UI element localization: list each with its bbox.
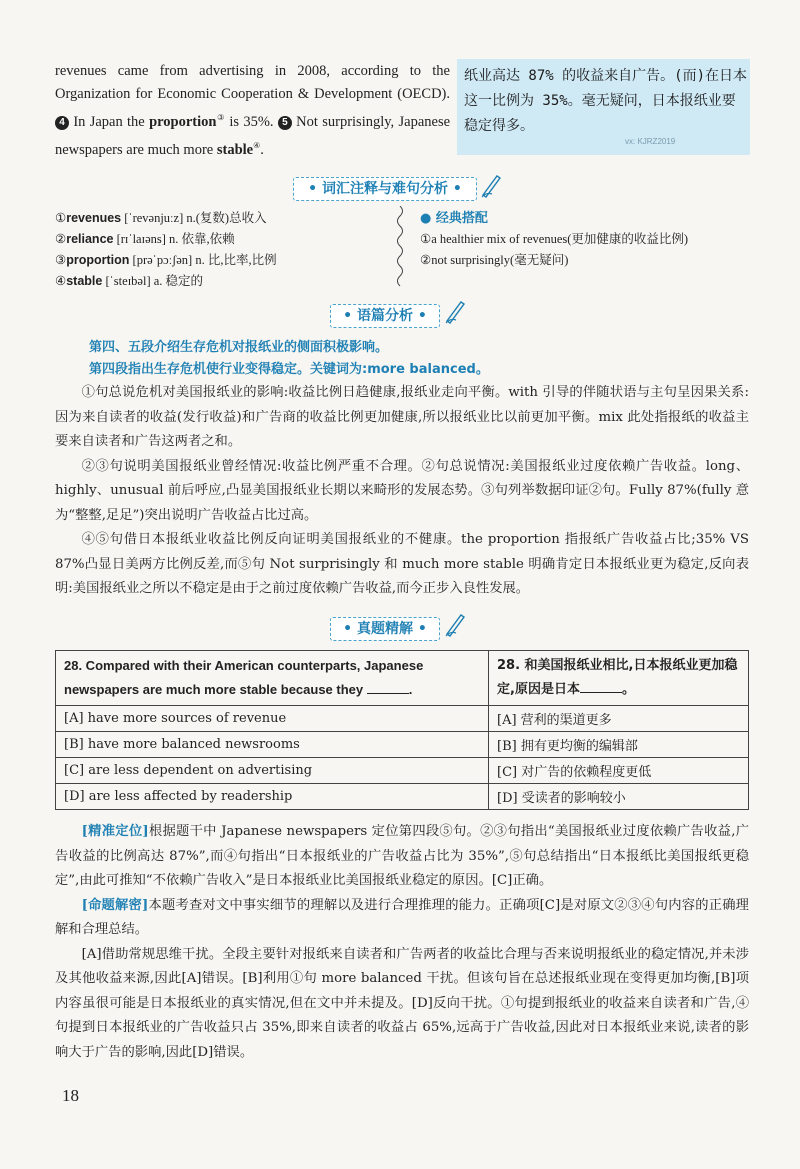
analysis-paragraph: ①句总说危机对美国报纸业的影响:收益比例日趋健康,报纸业走向平衡。with 引导的伴随状语与主句呈因果关系:因为来自读者的收益(发行收益)和广告商的收益比例更加健康,所以报纸业比以前更加平衡。mix 此处指报纸的收益主要来自读者和广告这两者之和。 xyxy=(55,385,749,449)
table-row xyxy=(56,732,749,758)
passage-sentence: revenues came from advertising in 2008, according to the Organization for Economic Cooperation & Development (OECD). xyxy=(55,63,450,102)
vocab-list xyxy=(55,208,390,292)
explanation-paragraph: [A]借助常规思维干扰。全段主要针对报纸来自读者和广告两者的收益比合理与否来说明报纸业的稳定情况,并未涉及其他收益来源,因此[A]错误。[B]利用①句 more balanced 干扰。但该句旨在总述报纸业现在变得更加均衡,[B]项内容虽很可能是日本报纸业的真实情况,但在文中并未提及。[D]反向干扰。①句提到报纸业的收益来自读者和广告,④句提到日本报纸业的广告收益只占 35%,即来自读者的收益占 65%,远高于广告收益,因此对日本报纸业来说,读者的影响大于广告的影响,因此[D]错误。 xyxy=(55,946,749,1060)
collocation-item: ①a healthier mix of revenues(更加健康的收益比例) xyxy=(420,232,689,246)
option-cn: [B] 拥有更均衡的编辑部 xyxy=(489,732,749,758)
analysis-paragraph: ②③句说明美国报纸业曾经情况:收益比例严重不合理。②句总说情况:美国报纸业过度依赖广告收益。long、highly、unusual 前后呼应,凸显美国报纸业长期以来畸形的发展态势。③句列举数据印证②句。Fully 87%(fully 意为“整整,足足”)突出说明广告收益占比过高。 xyxy=(55,458,749,523)
table-row xyxy=(56,784,749,810)
vocab-item: ③proportion [prəˈpɔːʃən] n. 比,比率,比例 xyxy=(55,253,277,267)
translation-text: 纸业高达 87% 的收益来自广告。(而)在日本这一比例为 35%。毫无疑问，日本报纸业要稳定得多。 xyxy=(464,68,747,134)
question-table xyxy=(55,650,749,810)
option-en: [C] are less dependent on advertising xyxy=(56,758,489,784)
passage-text: . xyxy=(260,141,264,158)
section-title-analysis: • 语篇分析 • xyxy=(330,304,440,328)
option-cn: [A] 营利的渠道更多 xyxy=(489,706,749,732)
analysis-heading: 第四、五段介绍生存危机对报纸业的侧面积极影响。 xyxy=(89,340,389,355)
passage-text: is 35%. xyxy=(229,113,274,130)
vocab-item: ②reliance [rɪˈlaɪəns] n. 依靠,依赖 xyxy=(55,232,235,246)
tag-question-decode: [命题解密] xyxy=(81,897,149,913)
option-cn: [D] 受读者的影响较小 xyxy=(489,784,749,810)
passage-paragraph xyxy=(55,60,450,162)
vocab-item: ①revenues [ˈrevənjuːz] n.(复数)总收入 xyxy=(55,211,267,225)
section-title-question: • 真题精解 • xyxy=(330,617,440,641)
pen-icon xyxy=(480,172,502,198)
footnote-mark: ④ xyxy=(253,140,261,150)
sentence-number-badge: 5 xyxy=(278,116,292,130)
analysis-headings xyxy=(89,337,749,381)
analysis-heading: 第四段指出生存危机使行业变得稳定。关键词为:more balanced。 xyxy=(89,362,489,377)
pen-icon xyxy=(444,611,466,637)
table-row xyxy=(56,651,749,706)
watermark: vx: KJRZ2019 xyxy=(625,137,676,146)
explanation-body xyxy=(55,820,749,1065)
passage-text: In Japan the xyxy=(73,113,145,130)
vocab-item: ④stable [ˈsteɪbəl] a. 稳定的 xyxy=(55,274,204,288)
tag-precise-location: [精准定位] xyxy=(81,824,149,839)
table-row xyxy=(56,758,749,784)
footnote-mark: ③ xyxy=(216,113,226,122)
collocation-block xyxy=(420,208,750,271)
collocation-item: ②not surprisingly(毫无疑问) xyxy=(420,253,569,267)
section-title-vocab: • 词汇注释与难句分析 • xyxy=(293,177,477,201)
question-stem-en: 28. Compared with their American counterparts, Japanese newspapers are much more stable because they . xyxy=(56,651,489,706)
explanation-paragraph: [精准定位]根据题干中 Japanese newspapers 定位第四段⑤句。②③句指出“美国报纸业过度依赖广告收益,广告收益的比例高达 87%”,而④句指出“日本报纸业的广告收益占比为 35%”,⑤句总结指出“日本报纸比美国报纸更稳定”,由此可推知“不依赖广告收入”是日本报纸业比美国报纸业稳定的原因。[C]正确。 xyxy=(55,824,749,888)
option-en: [B] have more balanced newsrooms xyxy=(56,732,489,758)
pen-icon xyxy=(444,298,466,324)
keyword: stable xyxy=(216,141,254,158)
analysis-body xyxy=(55,381,749,602)
analysis-paragraph: ④⑤句借日本报纸业收益比例反向证明美国报纸业的不健康。the proportion 指报纸广告收益占比;35% VS 87%凸显日美两方比例反差,而⑤句 Not surprisingly 和 much more stable 明确肯定日本报纸业更为稳定,反向表明:美国报纸业之所以不稳定是由于之前过度依赖广告收益,而今正步入良性发展。 xyxy=(55,532,749,596)
explanation-paragraph: [命题解密]本题考查对文中事实细节的理解以及进行合理推理的能力。正确项[C]是对原文②③④句内容的正确理解和合理总结。 xyxy=(55,897,749,937)
table-row xyxy=(56,706,749,732)
option-cn: [C] 对广告的依赖程度更低 xyxy=(489,758,749,784)
divider-squiggle xyxy=(393,206,407,290)
page-number: 18 xyxy=(62,1086,79,1105)
sentence-number-badge: 4 xyxy=(55,116,69,130)
passage-text: Not surprisingly, Japanese newspapers are much more xyxy=(55,113,451,158)
keyword: proportion xyxy=(149,113,217,130)
option-en: [D] are less affected by readership xyxy=(56,784,489,810)
question-stem-cn: 28. 和美国报纸业相比,日本报纸业更加稳定,原因是日本 。 xyxy=(489,651,749,706)
collocation-title: ● 经典搭配 xyxy=(420,211,488,226)
option-en: [A] have more sources of revenue xyxy=(56,706,489,732)
